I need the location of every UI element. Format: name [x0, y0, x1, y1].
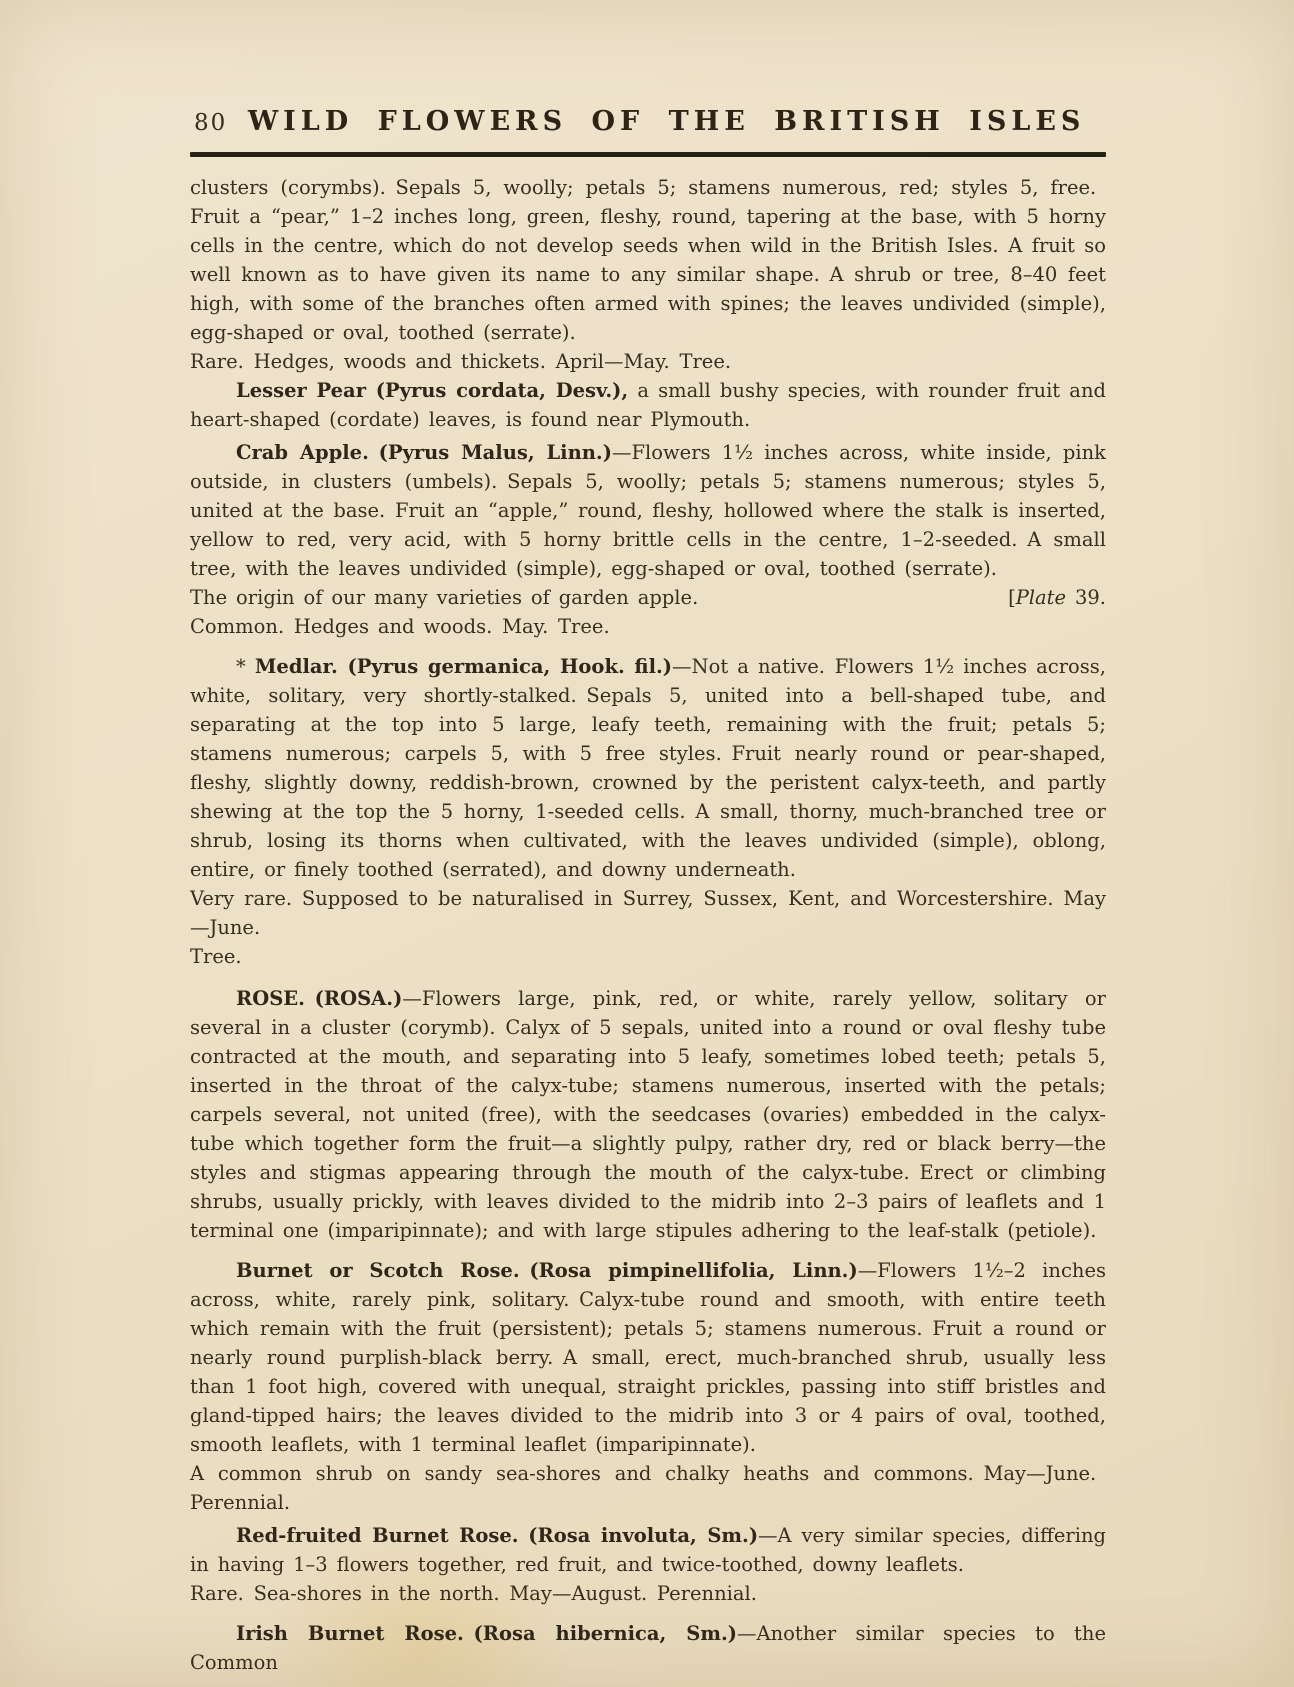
- species-heading: Irish Burnet Rose. (Rosa hibernica, Sm.): [236, 1622, 737, 1645]
- non-native-asterisk: *: [236, 655, 255, 678]
- species-description: —Another similar species to the Common: [190, 1622, 1106, 1674]
- plate-number: 39.: [1066, 586, 1106, 609]
- species-description: —A very similar species, differing in having 1–3 flowers together, red fruit, and twice-toothed, downy leaflets.: [190, 1524, 1106, 1576]
- habitat-line-medlar-2: Tree.: [190, 945, 242, 968]
- habitat-line-burnet-rose: A common shrub on sandy sea-shores and chalky heaths and commons. May—June. Perennial.: [190, 1462, 1106, 1514]
- species-heading: Red-fruited Burnet Rose. (Rosa involuta, Sm.): [236, 1524, 759, 1547]
- species-heading: Lesser Pear (Pyrus cordata, Desv.),: [236, 379, 629, 402]
- plate-bracket: [: [1008, 586, 1016, 609]
- entry-burnet-scotch-rose: [190, 1256, 1106, 1459]
- entry-medlar: [190, 652, 1106, 884]
- species-description: —Flowers 1½–2 inches across, white, rarely pink, solitary. Calyx-tube round and smooth, with entire teeth which remain with the fruit (persistent); petals 5; stamens numerous. Fruit a round or nearly round purplish-black berry. A small, erect, much-branched shrub, usually less than 1 foot high, covered with unequal, straight prickles, passing into stiff bristles and gland-tipped hairs; the leaves divided to the midrib into 3 or 4 pairs of oval, toothed, smooth leaflets, with 1 terminal leaflet (imparipinnate).: [190, 1259, 1106, 1456]
- entry-irish-burnet-rose: [190, 1619, 1106, 1677]
- note-line-crab-apple: The origin of our many varieties of garden apple.: [190, 586, 699, 609]
- habitat-line-medlar: Very rare. Supposed to be naturalised in Surrey, Sussex, Kent, and Worcestershire. May—June.: [190, 887, 1106, 939]
- paragraph-text: clusters (corymbs). Sepals 5, woolly; petals 5; stamens numerous, red; styles 5, free. Fruit a “pear,” 1–2 inches long, green, fleshy, round, tapering at the base, with 5 horny cells in the centre, which do not develop seeds when wild in the British Isles. A fruit so well known as to have given its name to any similar shape. A shrub or tree, 8–40 feet high, with some of the branches often armed with spines; the leaves undivided (simple), egg-shaped or oval, toothed (serrate).: [190, 176, 1106, 344]
- species-description: —Not a native. Flowers 1½ inches across, white, solitary, very shortly-stalked. Sepals 5, united into a bell-shaped tube, and separating at the top into 5 large, leafy teeth, remaining with the fruit; petals 5; stamens numerous; carpels 5, with 5 free styles. Fruit nearly round or pear-shaped, fleshy, slightly downy, reddish-brown, crowned by the peristent calyx-teeth, and partly shewing at the top the 5 horny, 1-seeded cells. A small, thorny, much-branched tree or shrub, losing its thorns when cultivated, with the leaves undivided (simple), oblong, entire, or finely toothed (serrated), and downy underneath.: [190, 655, 1107, 881]
- plate-word: Plate: [1015, 586, 1067, 609]
- running-title: WILD FLOWERS OF THE BRITISH ISLES: [247, 106, 1086, 137]
- habitat-line-wild-pear: Rare. Hedges, woods and thickets. April—May. Tree.: [190, 350, 732, 373]
- page-number: 80: [194, 110, 228, 136]
- plate-reference: [962, 583, 1106, 612]
- header-rule: [190, 152, 1106, 157]
- genus-rose-description: [190, 984, 1106, 1245]
- species-heading: Medlar. (Pyrus germanica, Hook. fil.): [254, 655, 673, 678]
- entry-red-fruited-burnet-rose: [190, 1521, 1106, 1579]
- habitat-line-crab-apple: Common. Hedges and woods. May. Tree.: [190, 615, 610, 638]
- continued-paragraph-wild-pear: [190, 173, 1106, 347]
- page-header: [190, 106, 1106, 137]
- species-heading: Burnet or Scotch Rose. (Rosa pimpinellifolia, Linn.): [236, 1259, 858, 1282]
- text-block: [190, 106, 1106, 1677]
- genus-heading: ROSE. (ROSA.): [236, 987, 403, 1010]
- genus-text: —Flowers large, pink, red, or white, rarely yellow, solitary or several in a cluster (corymb). Calyx of 5 sepals, united into a round or oval fleshy tube contracted at the mouth, and separating into 5 leafy, sometimes lobed teeth; petals 5, inserted in the throat of the calyx-tube; stamens numerous, inserted with the petals; carpels several, not united (free), with the seedcases (ovaries) embedded in the calyx-tube which together form the fruit—a slightly pulpy, rather dry, red or black berry—the styles and stigmas appearing through the mouth of the calyx-tube. Erect or climbing shrubs, usually prickly, with leaves divided to the midrib into 2–3 pairs of leaflets and 1 terminal one (imparipinnate); and with large stipules adhering to the leaf-stalk (petiole).: [190, 987, 1106, 1242]
- species-description: —Flowers 1½ inches across, white inside, pink outside, in clusters (umbels). Sepals 5, woolly; petals 5; stamens numerous; styles 5, united at the base. Fruit an “apple,” round, fleshy, hollowed where the stalk is inserted, yellow to red, very acid, with 5 horny brittle cells in the centre, 1–2-seeded. A small tree, with the leaves undivided (simple), egg-shaped or oval, toothed (serrate).: [190, 441, 1106, 580]
- page-body: [190, 173, 1106, 1677]
- species-heading: Crab Apple. (Pyrus Malus, Linn.): [236, 441, 612, 464]
- habitat-line-red-fruited-burnet-rose: Rare. Sea-shores in the north. May—August. Perennial.: [190, 1582, 757, 1605]
- species-description: a small bushy species, with rounder fruit and heart-shaped (cordate) leaves, is found near Plymouth.: [190, 379, 1106, 431]
- entry-lesser-pear: [190, 376, 1106, 434]
